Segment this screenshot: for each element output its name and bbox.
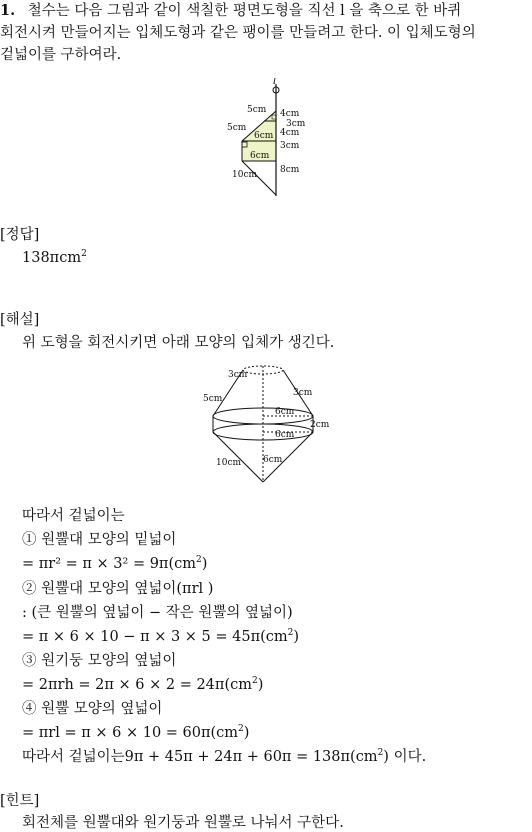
- solution-line-sup: 2: [196, 555, 202, 566]
- solution-line: [22, 628, 299, 646]
- solution-line: [22, 604, 293, 622]
- solution-line: [22, 507, 125, 525]
- fig1-label-c: 3cm: [286, 119, 306, 129]
- fig1-label-f: 4cm: [280, 128, 300, 138]
- solution-line-sup: 2: [251, 676, 258, 687]
- solution-line-tail: ): [201, 556, 208, 572]
- fig2-label-b: 5cm: [203, 394, 223, 404]
- solution-line: [22, 724, 249, 742]
- solution-line-text: ③ 원기둥 모양의 옆넓이: [22, 653, 177, 669]
- solution-line-tail: ): [257, 677, 264, 693]
- solution-line-tail: ) 이다.: [383, 749, 427, 765]
- solution-line-text: = πr² = π × 3² = 9π(cm: [22, 556, 196, 572]
- fig1-label-b: 4cm: [280, 109, 300, 119]
- fig2-label-e: 2cm: [310, 420, 330, 430]
- solution-line-text: ④ 원뿔 모양의 옆넓이: [22, 701, 163, 717]
- problem-text-1: 철수는 다음 그림과 같이 색칠한 평면도형을 직선 l 을 축으로 한 바퀴: [27, 3, 462, 19]
- answer-value-sup: 2: [81, 249, 87, 260]
- fig1-label-d: 5cm: [227, 123, 247, 133]
- solution-line-tail: ): [243, 725, 250, 741]
- solution-line: [22, 748, 426, 766]
- solution-line-sup: 2: [238, 724, 244, 735]
- solution-line-text: = π × 6 × 10 − π × 3 × 5 = 45π(cm: [22, 629, 288, 645]
- problem-line-1: [0, 2, 461, 20]
- fig2-label-h: 6cm: [263, 455, 283, 465]
- axis-label: l: [273, 78, 277, 87]
- solution-heading: [해설]: [0, 312, 40, 328]
- fig1-label-h: 6cm: [250, 151, 270, 161]
- solution-line-text: = πrl = π × 6 × 10 = 60π(cm: [22, 725, 239, 741]
- problem-number: 1.: [0, 2, 16, 19]
- fig2-label-a: 3cm: [228, 370, 248, 380]
- fig1-label-e: 6cm: [254, 131, 274, 141]
- hint-text: 회전체를 원뿔대와 원기둥과 원뿔로 나눠서 구한다.: [22, 815, 344, 831]
- problem-text-2: 회전시켜 만들어지는 입체도형과 같은 팽이를 만들려고 한다. 이 입체도형의: [0, 25, 476, 41]
- solution-line-sup: 2: [377, 748, 384, 759]
- answer-value: [22, 249, 87, 267]
- solution-line: [22, 652, 176, 670]
- figure-1: [220, 78, 320, 196]
- fig2-label-g: 10cm: [216, 458, 242, 468]
- solution-line-text: 따라서 겉넓이는9π + 45π + 24π + 60π = 138π(cm: [22, 749, 378, 765]
- figure-2: [200, 364, 340, 486]
- solution-line-text: ② 원뿔대 모양의 옆넓이(πrl ): [22, 581, 214, 597]
- fig2-label-f: 6cm: [275, 430, 295, 440]
- solution-line-text: 따라서 겉넓이는: [22, 508, 125, 524]
- solution-line: [22, 531, 176, 549]
- solution-intro: 위 도형을 회전시키면 아래 모양의 입체가 생긴다.: [22, 335, 335, 351]
- fig1-label-i: 10cm: [232, 170, 258, 180]
- solution-line: [22, 580, 213, 598]
- solution-line: [22, 676, 263, 694]
- solution-line-tail: ): [293, 629, 300, 645]
- fig2-label-c: 3cm: [293, 388, 313, 398]
- answer-heading: [정답]: [0, 227, 40, 243]
- hint-heading: [힌트]: [0, 793, 40, 809]
- fig2-label-d: 6cm: [275, 407, 295, 417]
- solution-line: [22, 555, 207, 573]
- answer-value-main: 138πcm: [22, 250, 82, 266]
- solution-line-text: : (큰 원뿔의 옆넓이 − 작은 원뿔의 옆넓이): [22, 605, 293, 621]
- solution-line-text: = 2πrh = 2π × 6 × 2 = 24π(cm: [22, 677, 252, 693]
- fig1-label-g: 3cm: [280, 141, 300, 151]
- solution-line-text: ① 원뿔대 모양의 밑넓이: [22, 532, 177, 548]
- fig1-label-a: 5cm: [247, 105, 267, 115]
- problem-text-3: 겉넓이를 구하여라.: [0, 47, 122, 63]
- solution-line: [22, 700, 162, 718]
- fig1-label-j: 8cm: [280, 165, 300, 175]
- solution-line-sup: 2: [287, 628, 294, 639]
